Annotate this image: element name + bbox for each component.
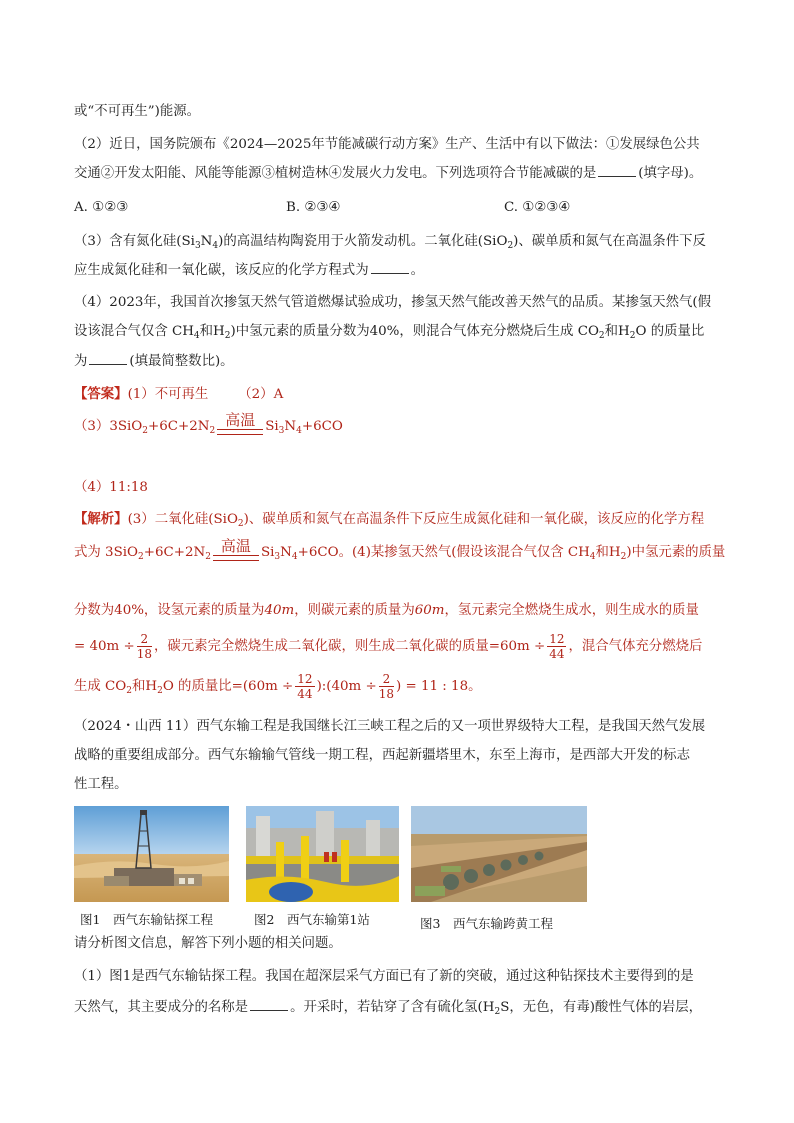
figure-2-station-photo (246, 806, 399, 902)
option-c: C. ①②③④ (504, 200, 571, 215)
fraction: $\frac{12}{44}$ (297, 672, 313, 701)
intro-line2: 战略的重要组成部分。西气东输输气管线一期工程，西起新疆塔里木，东至上海市，是西部大开发的标志 (74, 748, 690, 763)
part-1-line2: 天然气，其主要成分的名称是 。开采时，若钻穿了含有硫化氢($H_2S$，无色，有毒)酸性气体的岩层， (74, 1000, 703, 1017)
answer-equation: $(3)3SiO_2+6C+2N_2$ 高温 $Si_3N_4+6CO$ (74, 411, 343, 436)
question-4-line1: （4）2023年，我国首次掺氢天然气管道燃爆试验成功，掺氢天然气能改善天然气的品质。某掺氢天然气(假 (74, 295, 712, 310)
part-1-line1: （1）图1是西气东输钻探工程。我国在超深层采气方面已有了新的突破，通过这种钻探技术主要得到的是 (74, 969, 694, 984)
answer-line1: 【答案】(1）不可再生 （2）A (74, 386, 284, 402)
option-a: A. ①②③ (74, 200, 129, 215)
analysis-line1: 【解析】(3）二氧化硅(SiO$_2$)、碳单质和氮气在高温条件下反应生成氮化硅和一氧化碳，该反应的化学方程 (74, 511, 705, 529)
analysis-line2: 式为 $3SiO_2+6C+2N_2$ 高温 $Si_3N_4+6CO$。(4)某掺氢天然气(假设该混合气仅含 $CH_4$和$H_2$)中氢元素的质量 (74, 537, 726, 562)
option-b: B. ②③④ (286, 200, 341, 215)
figure-3-pipeline-photo (411, 806, 587, 902)
answer-4: （4）11:18 (74, 480, 148, 495)
answer-blank (89, 352, 127, 365)
analysis-line4: = 40m ÷ $\frac{2}{18}$ ，碳元素完全燃烧生成二氧化碳，则生成二氧化碳的质量=60m ÷ $\frac{12}{44}$ ，混合气体充分燃烧后 (74, 632, 703, 661)
figure-1-drilling-photo (74, 806, 229, 902)
question-4-line3: 为 (填最简整数比)。 (74, 354, 234, 369)
analysis-line5: 生成 $CO_2$和$H_2O$ 的质量比=(60m ÷ $\frac{12}{44}$ ):(40m ÷ $\frac{2}{18}$ ) = 11 : 18。 (74, 672, 482, 701)
question-2-line2: 交通②开发太阳能、风能等能源③植树造林④发展火力发电。下列选项符合节能减碳的是 (填字母)。 (74, 166, 703, 181)
answer-blank (598, 164, 636, 177)
question-3-line1: （3）含有氮化硅$(Si_3N_4)$的高温结构陶瓷用于火箭发动机。二氧化硅(SiO$_2$)、碳单质和氮气在高温条件下反 (74, 234, 706, 251)
question-2-line1: （2）近日，国务院颁布《2024—2025年节能减碳行动方案》生产、生活中有以下做法：①发展绿色公共 (74, 137, 700, 152)
fraction: $\frac{2}{18}$ (136, 632, 152, 661)
reaction-condition: 高温 (213, 538, 259, 563)
fraction: $\frac{2}{18}$ (378, 672, 395, 701)
question-3-line2: 应生成氮化硅和一氧化碳，该反应的化学方程式为 。 (74, 263, 424, 278)
intro-line1: （2024・山西 11）西气东输工程是我国继长江三峡工程之后的又一项世界级特大工程，是我国天然气发展 (74, 719, 706, 734)
reaction-condition: 高温 (217, 412, 263, 437)
answer-blank (371, 261, 409, 274)
answer-blank (250, 998, 288, 1011)
question-4-line2: 设该混合气仅含 $CH_4$和$H_2$)中氢元素的质量分数为40%，则混合气体充分燃烧后生成 $CO_2$和$H_2O$ 的质量比 (74, 324, 705, 341)
figure-3-caption: 图3 西气东输跨黄工程 (420, 916, 553, 931)
figure-1-caption: 图1 西气东输钻探工程 (80, 912, 213, 927)
analysis-line3: 分数为40%，设氢元素的质量为40m，则碳元素的质量为60m，氢元素完全燃烧生成水，则生成水的质量 (74, 603, 699, 618)
fraction: $\frac{12}{44}$ (549, 632, 565, 661)
instruction-line: 请分析图文信息，解答下列小题的相关问题。 (74, 936, 342, 951)
text-line: 或“不可再生”)能源。 (74, 104, 201, 119)
figure-2-caption: 图2 西气东输第1站 (254, 912, 370, 927)
intro-line3: 性工程。 (74, 777, 128, 792)
